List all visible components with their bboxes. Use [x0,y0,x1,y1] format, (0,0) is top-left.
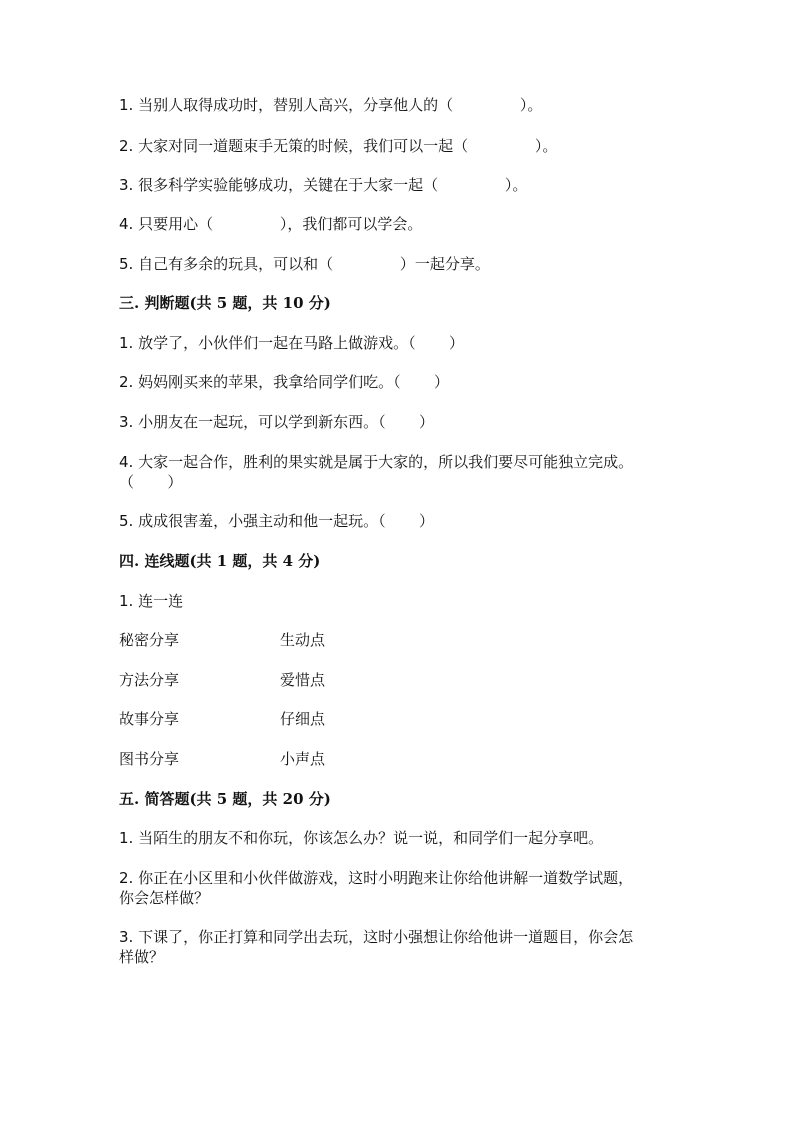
matching-right-4: 小声点 [280,750,326,768]
true-false-item-3: 3. 小朋友在一起玩，可以学到新东西。（ ） [119,413,434,431]
short-answer-item-3-cont: 样做？ [119,948,165,966]
short-answer-item-3: 3. 下课了，你正打算和同学出去玩，这时小强想让你给他讲一道题目，你会怎 [119,928,634,946]
short-answer-item-2-cont: 你会怎样做？ [119,889,210,907]
fill-blank-item-4: 4. 只要用心（ ），我们都可以学会。 [119,215,423,233]
true-false-item-1: 1. 放学了，小伙伴们一起在马路上做游戏。（ ） [119,334,464,352]
true-false-item-4: 4. 大家一起合作，胜利的果实就是属于大家的，所以我们要尽可能独立完成。 [119,453,634,471]
matching-right-1: 生动点 [280,631,326,649]
fill-blank-item-2: 2. 大家对同一道题束手无策的时候，我们可以一起（ ）。 [119,137,558,155]
matching-right-2: 爱惜点 [280,671,326,689]
fill-blank-item-5: 5. 自己有多余的玩具，可以和（ ）一起分享。 [119,255,490,273]
short-answer-item-1: 1. 当陌生的朋友不和你玩，你该怎么办？说一说，和同学们一起分享吧。 [119,829,604,847]
matching-left-2: 方法分享 [119,671,180,689]
short-answer-item-2: 2. 你正在小区里和小伙伴做游戏，这时小明跑来让你给他讲解一道数学试题， [119,869,634,887]
section-5-title: 五. 简答题(共 5 题，共 20 分) [119,790,331,808]
fill-blank-item-3: 3. 很多科学实验能够成功，关键在于大家一起（ ）。 [119,176,528,194]
true-false-item-5: 5. 成成很害羞，小强主动和他一起玩。（ ） [119,512,434,530]
matching-left-4: 图书分享 [119,750,180,768]
true-false-item-2: 2. 妈妈刚买来的苹果，我拿给同学们吃。（ ） [119,373,449,391]
fill-blank-item-1: 1. 当别人取得成功时，替别人高兴，分享他人的（ ）。 [119,96,543,114]
section-3-title: 三. 判断题(共 5 题，共 10 分) [119,294,331,312]
matching-right-3: 仔细点 [280,710,326,728]
true-false-item-4-cont: （ ） [119,473,183,491]
matching-left-1: 秘密分享 [119,631,180,649]
section-4-title: 四. 连线题(共 1 题，共 4 分) [119,552,321,570]
matching-left-3: 故事分享 [119,710,180,728]
matching-question: 1. 连一连 [119,592,184,610]
